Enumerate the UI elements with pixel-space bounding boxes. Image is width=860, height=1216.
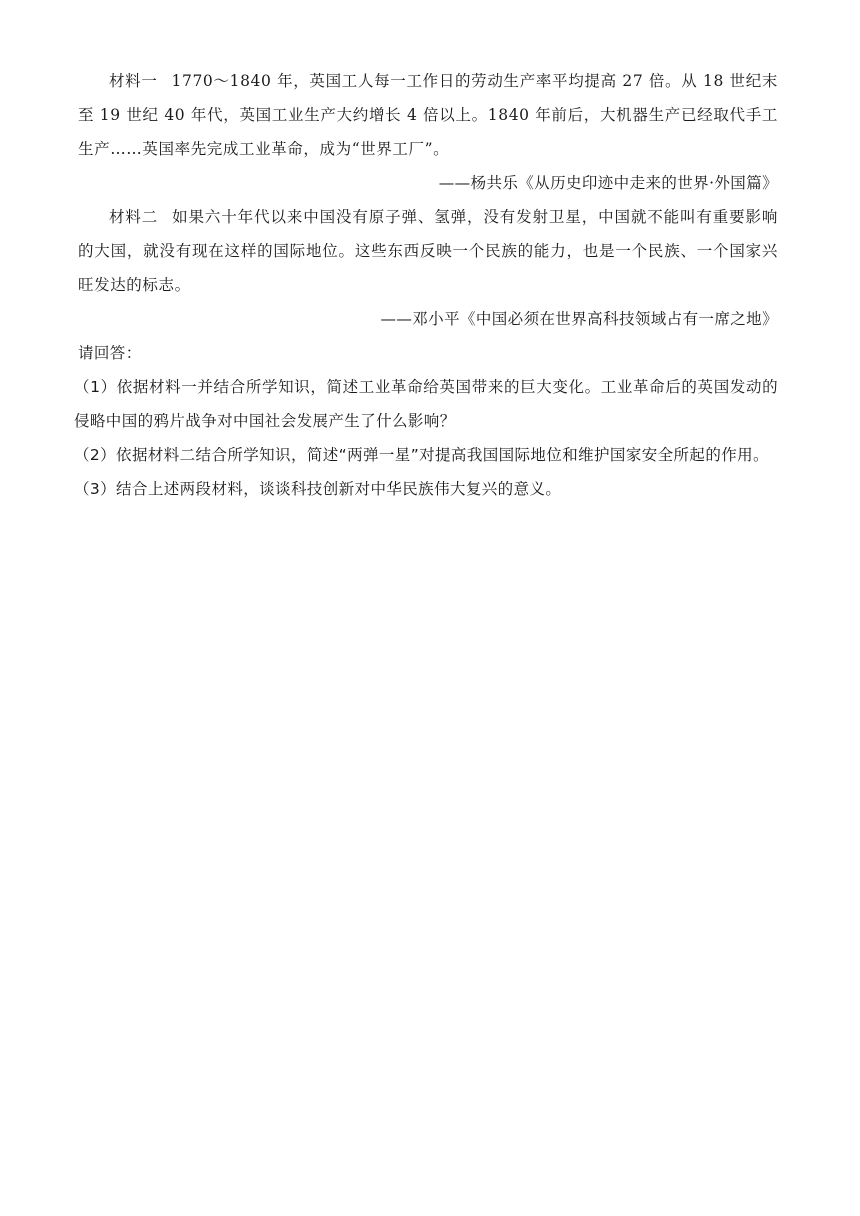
question-3: （3）结合上述两段材料，谈谈科技创新对中华民族伟大复兴的意义。 xyxy=(74,480,562,498)
material-1-paragraph xyxy=(78,64,778,166)
question-1: （1）依据材料一并结合所学知识，简述工业革命给英国带来的巨大变化。工业革命后的英国发动的侵略中国的鸦片战争对中国社会发展产生了什么影响？ xyxy=(74,378,778,430)
answer-prompt: 请回答： xyxy=(78,344,142,362)
material-2-label: 材料二 xyxy=(109,208,159,226)
material-2-source: ——邓小平《中国必须在世界高科技领域占有一席之地》 xyxy=(380,310,778,328)
question-2: （2）依据材料二结合所学知识，简述“两弹一星”对提高我国国际地位和维护国家安全所起的作用。 xyxy=(74,446,769,464)
material-1-label: 材料一 xyxy=(109,72,158,90)
material-1-text: 1770～1840 年，英国工人每一工作日的劳动生产率平均提高 27 倍。从 18 世纪末至 19 世纪 40 年代，英国工业生产大约增长 4 倍以上。1840 年前后，大机器生产已经取代手工生产……英国率先完成工业革命，成为“世界工厂”。 xyxy=(78,72,778,158)
material-2-paragraph xyxy=(78,200,778,302)
material-1-source: ——杨共乐《从历史印迹中走来的世界·外国篇》 xyxy=(438,174,778,192)
material-2-text: 如果六十年代以来中国没有原子弹、氢弹，没有发射卫星，中国就不能叫有重要影响的大国，就没有现在这样的国际地位。这些东西反映一个民族的能力，也是一个民族、一个国家兴旺发达的标志。 xyxy=(78,208,778,294)
document-page xyxy=(74,64,778,506)
